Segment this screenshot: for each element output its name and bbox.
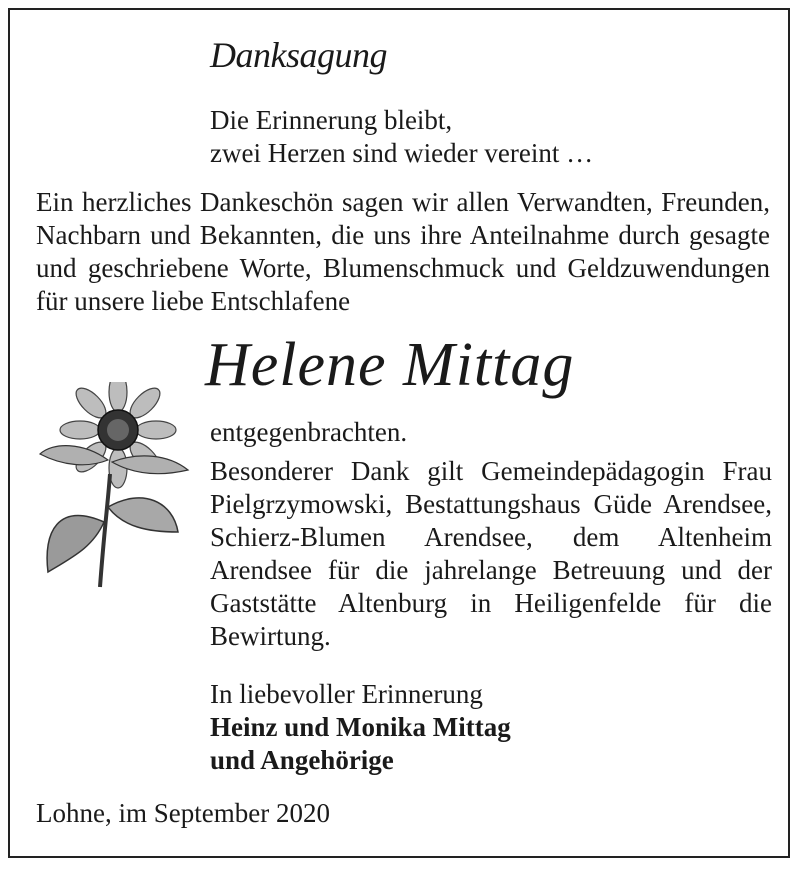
- thanks-body: [210, 416, 772, 659]
- intro-text: Ein herzliches Dankeschön sagen wir allen Verwandten, Freunden, Nachbarn und Bekannten, die uns ihre Anteilnahme durch gesagte und geschriebene Worte, Blumenschmuck und Geldzuwendungen für unsere liebe Entschlafene: [36, 187, 770, 316]
- after-name-text: entgegenbrachten.: [210, 417, 408, 447]
- signatory-names: Heinz und Monika Mittag: [210, 712, 511, 742]
- closing-block: [210, 678, 511, 777]
- notice-heading: Danksagung: [210, 35, 387, 75]
- closing-phrase: In liebevoller Erinnerung: [210, 679, 483, 709]
- sunflower-icon: [38, 382, 198, 592]
- signatory-relatives: und Angehörige: [210, 745, 394, 775]
- deceased-name: Helene Mittag: [205, 331, 575, 399]
- verse-line: Die Erinnerung bleibt,: [210, 105, 453, 135]
- special-thanks-text: Besonderer Dank gilt Gemeindepädagogin Frau Pielgrzymowski, Bestattungshaus Güde Arendsee, Schierz-Blumen Arendsee, dem Altenheim Arendsee für die jahrelange Betreuung und der Gaststätte Altenburg in Heiligenfelde für die Bewirtung.: [210, 456, 772, 651]
- place-date: Lohne, im September 2020: [36, 798, 330, 828]
- verse-line: zwei Herzen sind wieder vereint …: [210, 138, 594, 168]
- verse: [210, 104, 593, 170]
